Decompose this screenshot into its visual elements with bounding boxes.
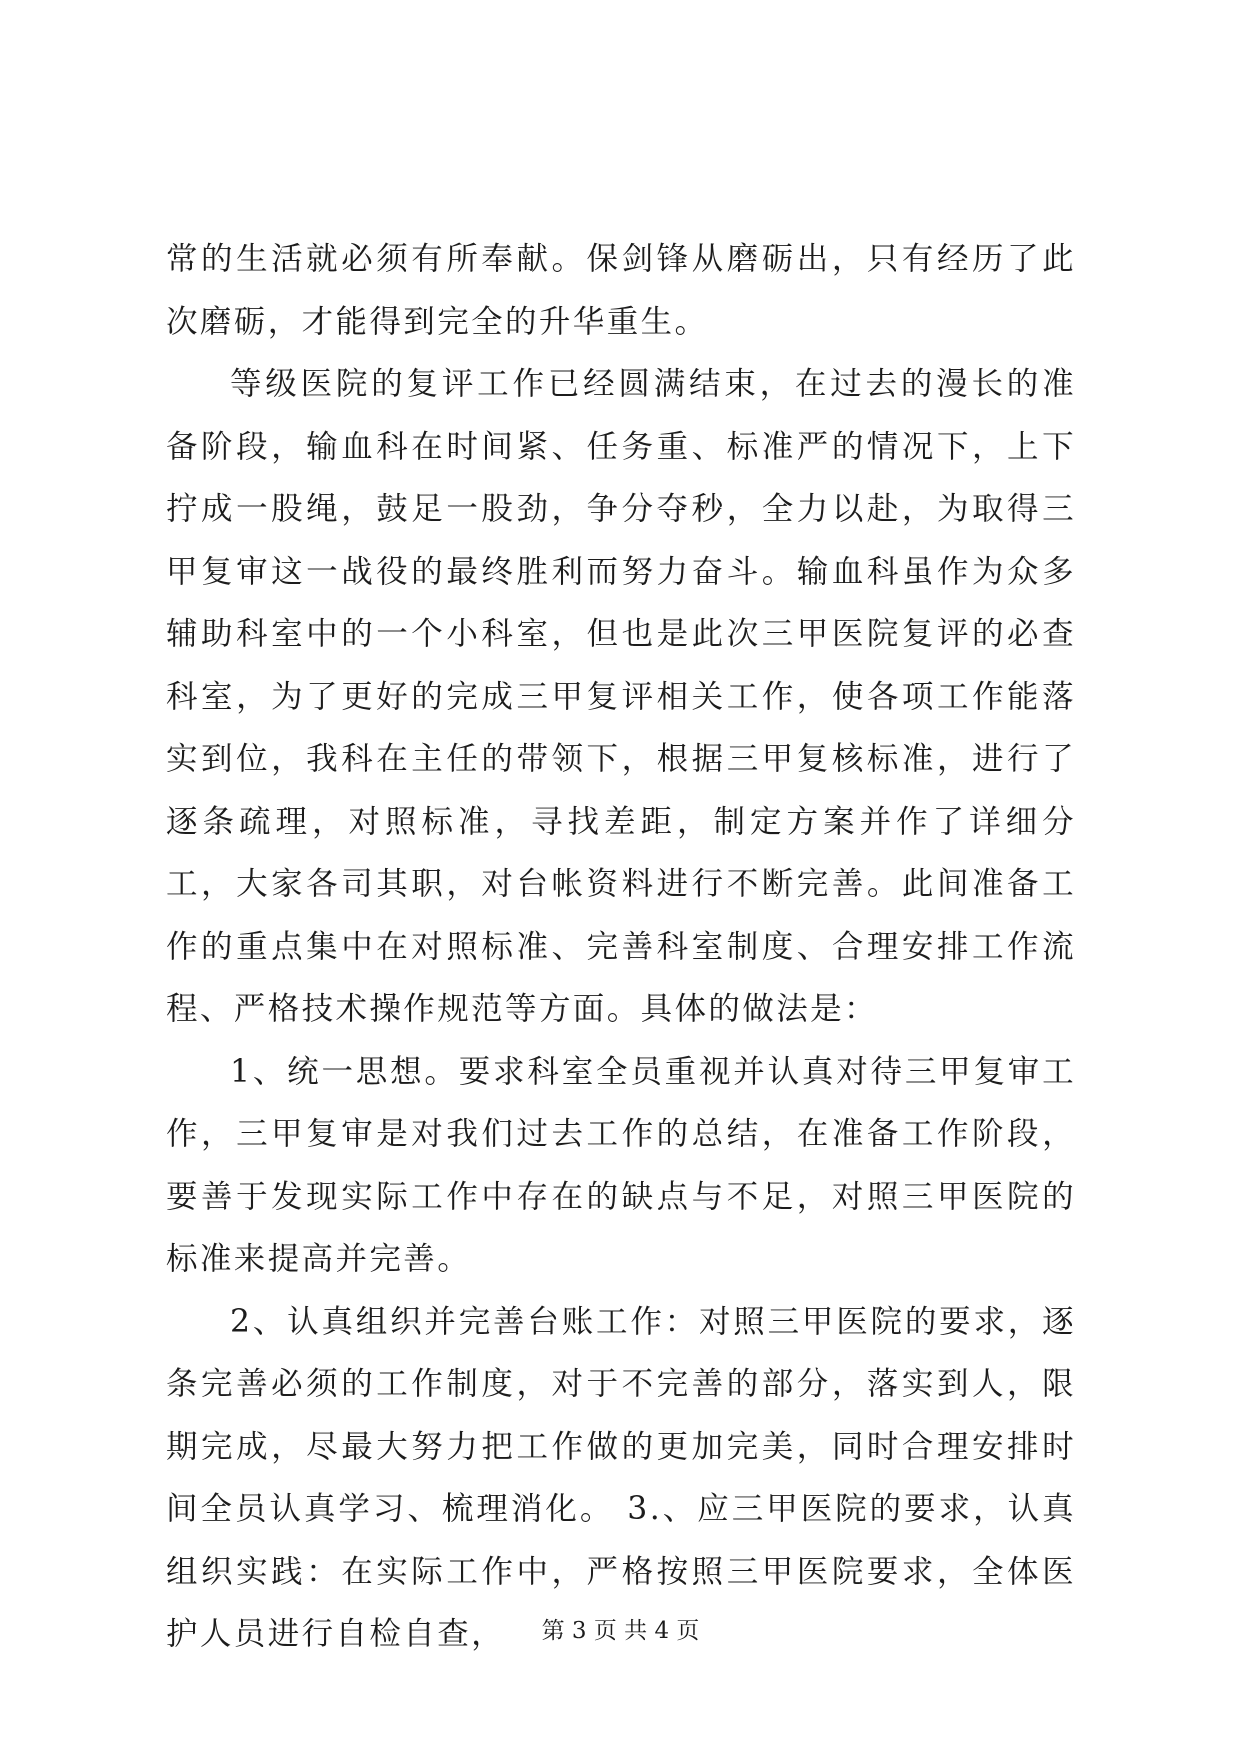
paragraph-item-1: 1、统一思想。要求科室全员重视并认真对待三甲复审工作，三甲复审是对我们过去工作的总结，在准备工作阶段，要善于发现实际工作中存在的缺点与不足，对照三甲医院的标准来提高并完善。 (166, 1053, 1076, 1277)
paragraph-item-2: 2、认真组织并完善台账工作：对照三甲医院的要求，逐条完善必须的工作制度，对于不完善的部分，落实到人，限期完成，尽最大努力把工作做的更加完美，同时合理安排时间全员认真学习、梳理消化。 3.、应三甲医院的要求，认真组织实践：在实际工作中，严格按照三甲医院要求，全体医护人员进行自检自查， (166, 1303, 1076, 1652)
paragraph-continuation: 常的生活就必须有所奉献。保剑锋从磨砺出，只有经历了此次磨砺，才能得到完全的升华重生。 (166, 241, 1076, 340)
document-body (166, 228, 1076, 1666)
page-number-footer: 第 3 页 共 4 页 (541, 1618, 700, 1644)
paragraph-review-summary: 等级医院的复评工作已经圆满结束，在过去的漫长的准备阶段，输血科在时间紧、任务重、标准严的情况下，上下拧成一股绳，鼓足一股劲，争分夺秒，全力以赴，为取得三甲复审这一战役的最终胜利而努力奋斗。输血科虽作为众多辅助科室中的一个小科室，但也是此次三甲医院复评的必查科室，为了更好的完成三甲复评相关工作，使各项工作能落实到位，我科在主任的带领下，根据三甲复核标准，进行了逐条疏理，对照标准，寻找差距，制定方案并作了详细分工，大家各司其职，对台帐资料进行不断完善。此间准备工作的重点集中在对照标准、完善科室制度、合理安排工作流程、严格技术操作规范等方面。具体的做法是： (166, 366, 1076, 1027)
